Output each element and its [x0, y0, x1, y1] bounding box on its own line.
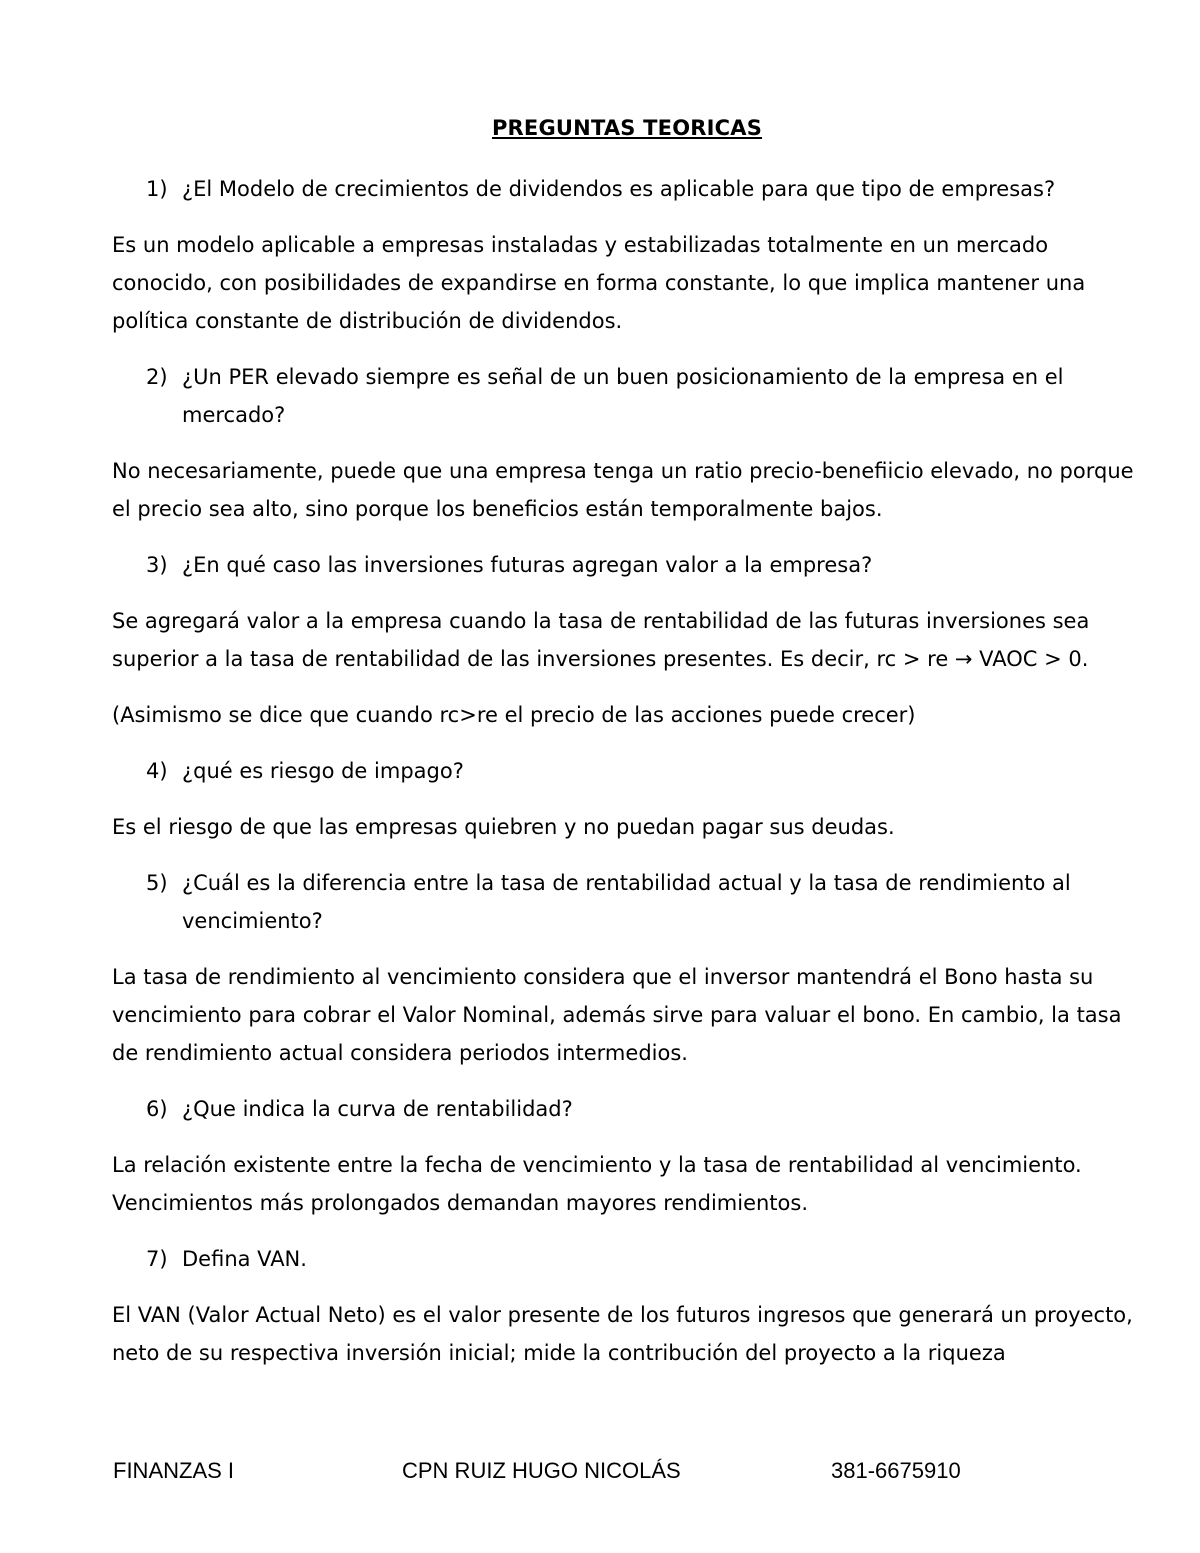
footer-author: CPN RUIZ HUGO NICOLÁS [402, 1458, 681, 1483]
question-number: 3) [146, 553, 168, 577]
answer-7: El VAN (Valor Actual Neto) es el valor presente de los futuros ingresos que generará un proyecto, neto de su respectiva inversión inicial; mide la contribución del proyecto a la riqueza [112, 1303, 1133, 1365]
question-6 [112, 1090, 1152, 1128]
question-text: Defina VAN. [182, 1247, 307, 1271]
question-text: ¿En qué caso las inversiones futuras agregan valor a la empresa? [182, 553, 873, 577]
question-3 [112, 546, 1152, 584]
answer-4: Es el riesgo de que las empresas quiebren y no puedan pagar sus deudas. [112, 815, 895, 839]
question-7 [112, 1240, 1152, 1278]
question-number: 4) [146, 759, 168, 783]
question-number: 2) [146, 365, 168, 389]
answer-6: La relación existente entre la fecha de vencimiento y la tasa de rentabilidad al vencimiento. Vencimientos más prolongados demandan mayores rendimientos. [112, 1153, 1082, 1215]
answer-3: Se agregará valor a la empresa cuando la tasa de rentabilidad de las futuras inversiones sea superior a la tasa de rentabilidad de las inversiones presentes. Es decir, rc > re → VAOC > 0. [112, 609, 1090, 671]
page-footer [0, 1451, 1200, 1491]
question-number: 6) [146, 1097, 168, 1121]
questions-content [112, 170, 1152, 1390]
question-text: ¿El Modelo de crecimientos de dividendos es aplicable para que tipo de empresas? [182, 177, 1056, 201]
question-number: 7) [146, 1247, 168, 1271]
question-5 [112, 864, 1152, 940]
question-4 [112, 752, 1152, 790]
footer-phone: 381-6675910 [831, 1458, 961, 1483]
question-1 [112, 170, 1152, 208]
question-text: ¿qué es riesgo de impago? [182, 759, 464, 783]
question-number: 5) [146, 871, 168, 895]
answer-3-note: (Asimismo se dice que cuando rc>re el precio de las acciones puede crecer) [112, 703, 916, 727]
question-text: ¿Un PER elevado siempre es señal de un buen posicionamiento de la empresa en el mercado? [182, 365, 1064, 427]
question-number: 1) [146, 177, 168, 201]
question-text: ¿Que indica la curva de rentabilidad? [182, 1097, 573, 1121]
answer-5: La tasa de rendimiento al vencimiento considera que el inversor mantendrá el Bono hasta su vencimiento para cobrar el Valor Nominal, además sirve para valuar el bono. En cambio, la tasa de rendimiento actual considera periodos intermedios. [112, 965, 1122, 1065]
answer-1: Es un modelo aplicable a empresas instaladas y estabilizadas totalmente en un mercado conocido, con posibilidades de expandirse en forma constante, lo que implica mantener una política constante de distribución de dividendos. [112, 233, 1086, 333]
footer-course: FINANZAS I [113, 1458, 235, 1483]
page-title: PREGUNTAS TEORICAS [491, 116, 763, 140]
answer-2: No necesariamente, puede que una empresa tenga un ratio precio-benefiicio elevado, no porque el precio sea alto, sino porque los beneficios están temporalmente bajos. [112, 459, 1134, 521]
question-2 [112, 358, 1152, 434]
question-text: ¿Cuál es la diferencia entre la tasa de rentabilidad actual y la tasa de rendimiento al vencimiento? [182, 871, 1071, 933]
